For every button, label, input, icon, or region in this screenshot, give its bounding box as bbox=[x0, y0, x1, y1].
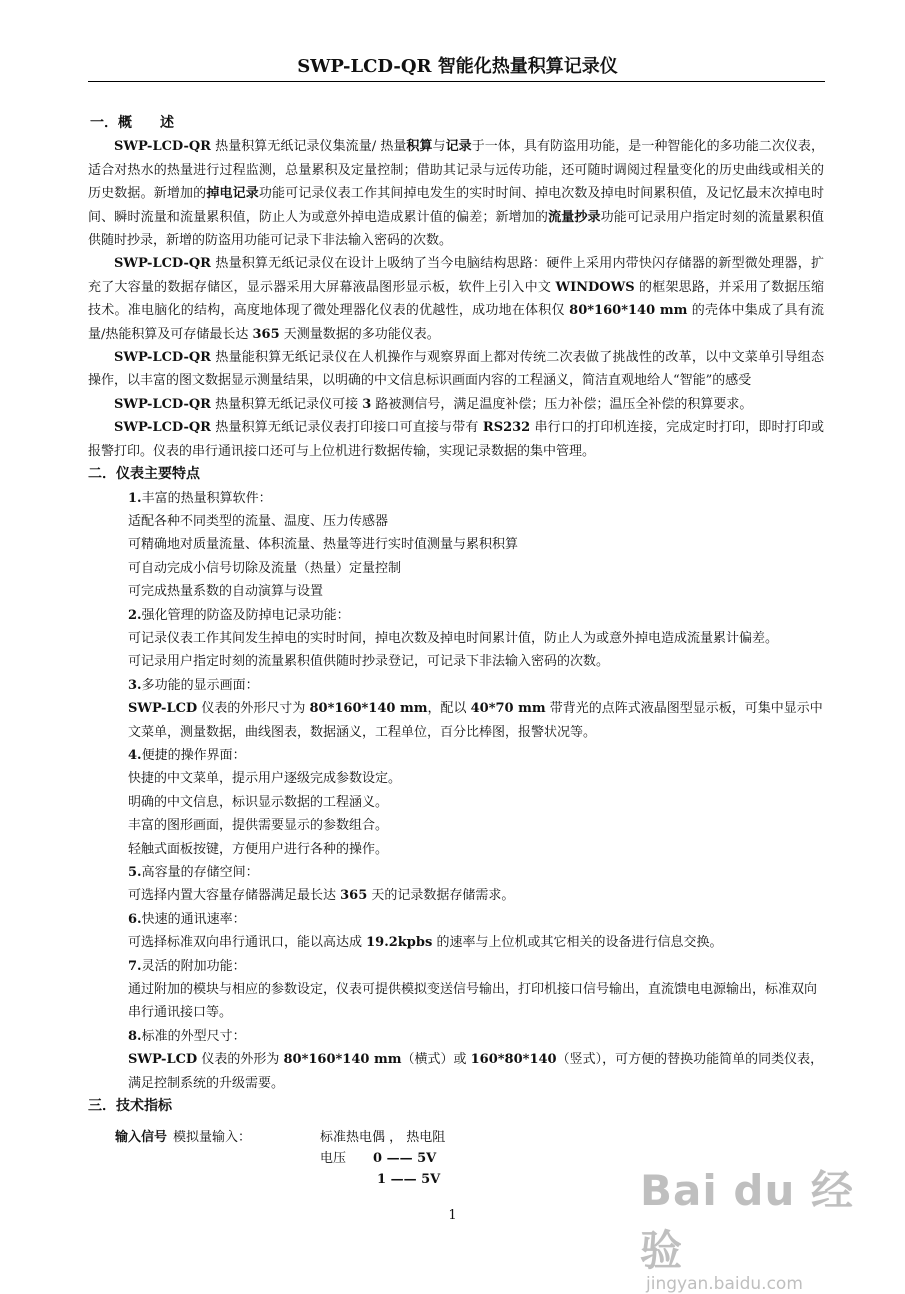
feature-number: 7. bbox=[128, 958, 142, 974]
text-run: 可选择标准双向串行通讯口，能以高达成 bbox=[128, 935, 367, 951]
feature-item-title bbox=[88, 908, 824, 931]
feature-title: 多功能的显示画面： bbox=[141, 677, 259, 693]
feature-number: 1. bbox=[128, 490, 142, 506]
text-run: 热量积算无纸记录仪在设计上吸纳了当今电脑结构思路：硬件上采用内带快闪存储器的新型微处理器，扩充了大容量的数据存储区，显示器采用大屏幕液晶图形显示板，软件上引入中文 bbox=[88, 256, 824, 295]
text-run: 于一体，具有防盗用功能，是一种智能化的多功能二次仪表，适合对热水的热量进行过程监测，总量累积及定量控制；借助其记录与远传功能，还可随时调阅过程量变化的历史曲线或相关的历史数据。新增加的 bbox=[88, 139, 824, 202]
feature-number: 8. bbox=[128, 1028, 142, 1044]
text-run: 160*80*140 bbox=[470, 1052, 557, 1068]
text-run: 365 bbox=[340, 888, 368, 904]
feature-number: 3. bbox=[128, 677, 142, 693]
watermark-logo: Bai du 经验 bbox=[640, 1166, 854, 1275]
feature-item-title bbox=[88, 744, 824, 767]
text-run: 天测量数据的多功能仪表。 bbox=[279, 326, 440, 342]
text-run: 365 bbox=[252, 326, 280, 342]
text-run: 功能可记录仪表工作其间掉电发生的实时时间、掉电次数及掉电时间累积值，及记忆最末次掉电时间、瞬时流量和流量累积值，防止人为或意外掉电造成累计值的偏差；新增加的 bbox=[88, 186, 824, 225]
text-run: RS232 bbox=[482, 420, 531, 436]
text-run: （横式）或 bbox=[401, 1052, 471, 1068]
text-run: （竖式），可方便的替换功能简单的同类仪表，满足控制系统的升级需要。 bbox=[128, 1052, 824, 1091]
input-signal-label: 输入信号 bbox=[115, 1130, 168, 1145]
text-run: 热量积算无纸记录仪可接 bbox=[210, 396, 363, 412]
text-run: ，配以 bbox=[427, 701, 471, 717]
text-run: 仪表的外形为 bbox=[197, 1052, 284, 1068]
text-run: SWP-LCD-QR bbox=[114, 256, 211, 272]
text-run: 带背光的点阵式液晶图型显示板，可集中显示中文菜单，测量数据，曲线图表，数据涵义，工程单位，百分比棒图，报警状况等。 bbox=[128, 701, 823, 740]
feature-line bbox=[88, 1048, 824, 1095]
text-run: 80*160*140 mm bbox=[569, 303, 688, 319]
text-run: 可记录用户指定时刻的流量累积值供随时抄录登记，可记录下非法输入密码的次数。 bbox=[128, 654, 610, 670]
feature-line bbox=[88, 978, 824, 1025]
feature-number: 4. bbox=[128, 747, 142, 763]
feature-line bbox=[88, 580, 824, 603]
feature-line bbox=[88, 557, 824, 580]
section-heading-overview: 一．概 述 bbox=[90, 115, 174, 131]
feature-item-title bbox=[88, 487, 824, 510]
text-run: SWP-LCD bbox=[128, 1052, 198, 1068]
text-run: 40*70 mm bbox=[470, 701, 546, 717]
text-run: 3 bbox=[362, 396, 372, 412]
text-run: 的框架思路，并采用了数据压缩技术。准电脑化的结构，高度地体现了微处理器化仪表的优越性，成功地在体积仅 bbox=[88, 279, 824, 319]
thermocouple-rtd-label: 标准热电偶 ， 热电阻 bbox=[320, 1130, 446, 1145]
feature-line bbox=[88, 510, 824, 533]
feature-title: 灵活的附加功能： bbox=[141, 958, 246, 974]
voltage-range-1: 0 —— 5V bbox=[373, 1151, 437, 1166]
overview-paragraphs bbox=[88, 135, 824, 463]
text-run: 热量能积算无纸记录仪在人机操作与观察界面上都对传统二次表做了挑战性的改革，以中文菜单引导组态操作，以丰富的图文数据显示测量结果，以明确的中文信息标识画面内容的工程涵义，简洁直观地给人“智能”的感受 bbox=[88, 350, 824, 389]
overview-paragraph bbox=[88, 252, 824, 346]
text-run: 80*160*140 mm bbox=[309, 701, 428, 717]
text-run: 仪表的外形尺寸为 bbox=[197, 701, 310, 717]
title-rule bbox=[88, 81, 825, 82]
voltage-range-2: 1 —— 5V bbox=[377, 1172, 441, 1187]
overview-paragraph bbox=[88, 135, 824, 252]
overview-paragraph bbox=[88, 393, 824, 416]
feature-number: 6. bbox=[128, 911, 142, 927]
text-run: SWP-LCD bbox=[128, 701, 198, 717]
text-run: 的速率与上位机或其它相关的设备进行信息交换。 bbox=[432, 935, 723, 951]
text-run: 热量积算无纸记录仪集流量/ 热量 bbox=[210, 139, 407, 155]
feature-number: 5. bbox=[128, 865, 142, 880]
feature-title: 快速的通讯速率： bbox=[141, 911, 246, 927]
feature-item-title bbox=[88, 1025, 824, 1048]
text-run: 19.2kpbs bbox=[366, 935, 433, 951]
text-run: SWP-LCD-QR bbox=[114, 350, 211, 366]
feature-title: 丰富的热量积算软件： bbox=[141, 490, 272, 506]
text-run: 记录 bbox=[445, 139, 472, 155]
text-run: SWP-LCD-QR bbox=[114, 139, 211, 155]
feature-line bbox=[88, 697, 824, 744]
overview-paragraph bbox=[88, 416, 824, 463]
feature-line bbox=[88, 650, 824, 673]
feature-line bbox=[88, 791, 824, 814]
feature-item-title bbox=[88, 955, 824, 978]
section-heading-specs: 三．技术指标 bbox=[88, 1098, 172, 1115]
features-list bbox=[88, 487, 824, 1096]
text-run: 功能可记录用户指定时刻的流量累积值供随时抄录，新增的防盗用功能可记录下非法输入密码的次数。 bbox=[88, 209, 824, 249]
text-run: WINDOWS bbox=[555, 279, 635, 295]
feature-title: 强化管理的防盗及防掉电记录功能： bbox=[141, 607, 350, 623]
text-run: 适配各种不同类型的流量、温度、压力传感器 bbox=[128, 513, 389, 529]
text-run: SWP-LCD-QR bbox=[114, 396, 211, 412]
text-run: 轻触式面板按键，方便用户进行各种的操作。 bbox=[128, 841, 389, 857]
document-body bbox=[88, 112, 824, 1118]
overview-paragraph bbox=[88, 346, 824, 393]
feature-number: 2. bbox=[128, 607, 142, 623]
baidu-watermark bbox=[640, 1158, 870, 1294]
text-run: 掉电记录 bbox=[206, 186, 259, 202]
text-run: 的壳体中集成了具有流量/热能积算及可存储最长达 bbox=[88, 303, 824, 342]
analog-input-label: 模拟量输入： bbox=[173, 1130, 252, 1145]
text-run: 与 bbox=[432, 139, 446, 155]
text-run: 可记录仪表工作其间发生掉电的实时时间，掉电次数及掉电时间累计值，防止人为或意外掉电造成流量累计偏差。 bbox=[128, 630, 779, 646]
voltage-label: 电压 bbox=[320, 1151, 347, 1166]
feature-title: 高容量的存储空间： bbox=[141, 865, 259, 880]
text-run: 可自动完成小信号切除及流量（热量）定量控制 bbox=[128, 560, 402, 576]
text-run: SWP-LCD-QR bbox=[114, 420, 211, 436]
text-run: 流量抄录 bbox=[548, 209, 601, 225]
feature-line bbox=[88, 627, 824, 650]
text-run: 热量积算无纸记录仪表打印接口可直接与带有 bbox=[210, 420, 483, 436]
feature-title: 标准的外型尺寸： bbox=[141, 1028, 246, 1044]
feature-line bbox=[88, 767, 824, 790]
watermark-url: jingyan.baidu.com bbox=[646, 1274, 803, 1294]
text-run: 丰富的图形画面，提供需要显示的参数组合。 bbox=[128, 818, 389, 834]
section-heading-features: 二．仪表主要特点 bbox=[88, 466, 200, 483]
feature-line bbox=[88, 838, 824, 861]
feature-title: 便捷的操作界面： bbox=[141, 747, 246, 763]
feature-item-title bbox=[88, 674, 824, 697]
text-run: 通过附加的模块与相应的参数设定，仪表可提供模拟变送信号输出，打印机接口信号输出，直流馈电电源输出，标准双向串行通讯接口等。 bbox=[128, 982, 818, 1021]
text-run: 可精确地对质量流量、体积流量、热量等进行实时值测量与累积积算 bbox=[128, 537, 519, 553]
feature-line bbox=[88, 931, 824, 954]
text-run: 串行口的打印机连接，完成定时打印，即时打印或报警打印。仪表的串行通讯接口还可与上位机进行数据传输，实现记录数据的集中管理。 bbox=[88, 420, 824, 459]
document-title: SWP-LCD-QR 智能化热量积算记录仪 bbox=[297, 56, 618, 77]
text-run: 可完成热量系数的自动演算与设置 bbox=[128, 584, 324, 600]
text-run: 快捷的中文菜单，提示用户逐级完成参数设定。 bbox=[128, 771, 402, 787]
feature-line bbox=[88, 884, 824, 907]
feature-line bbox=[88, 814, 824, 837]
text-run: 路被测信号，满足温度补偿；压力补偿；温压全补偿的积算要求。 bbox=[371, 396, 753, 412]
feature-line bbox=[88, 533, 824, 556]
text-run: 明确的中文信息，标识显示数据的工程涵义。 bbox=[128, 794, 389, 810]
text-run: 可选择内置大容量存储器满足最长达 bbox=[128, 888, 341, 904]
feature-item-title bbox=[88, 861, 824, 884]
page-number: 1 bbox=[448, 1208, 457, 1223]
text-run: 80*160*140 mm bbox=[283, 1052, 402, 1068]
text-run: 积算 bbox=[406, 139, 433, 155]
text-run: 天的记录数据存储需求。 bbox=[367, 888, 515, 904]
feature-item-title bbox=[88, 604, 824, 627]
